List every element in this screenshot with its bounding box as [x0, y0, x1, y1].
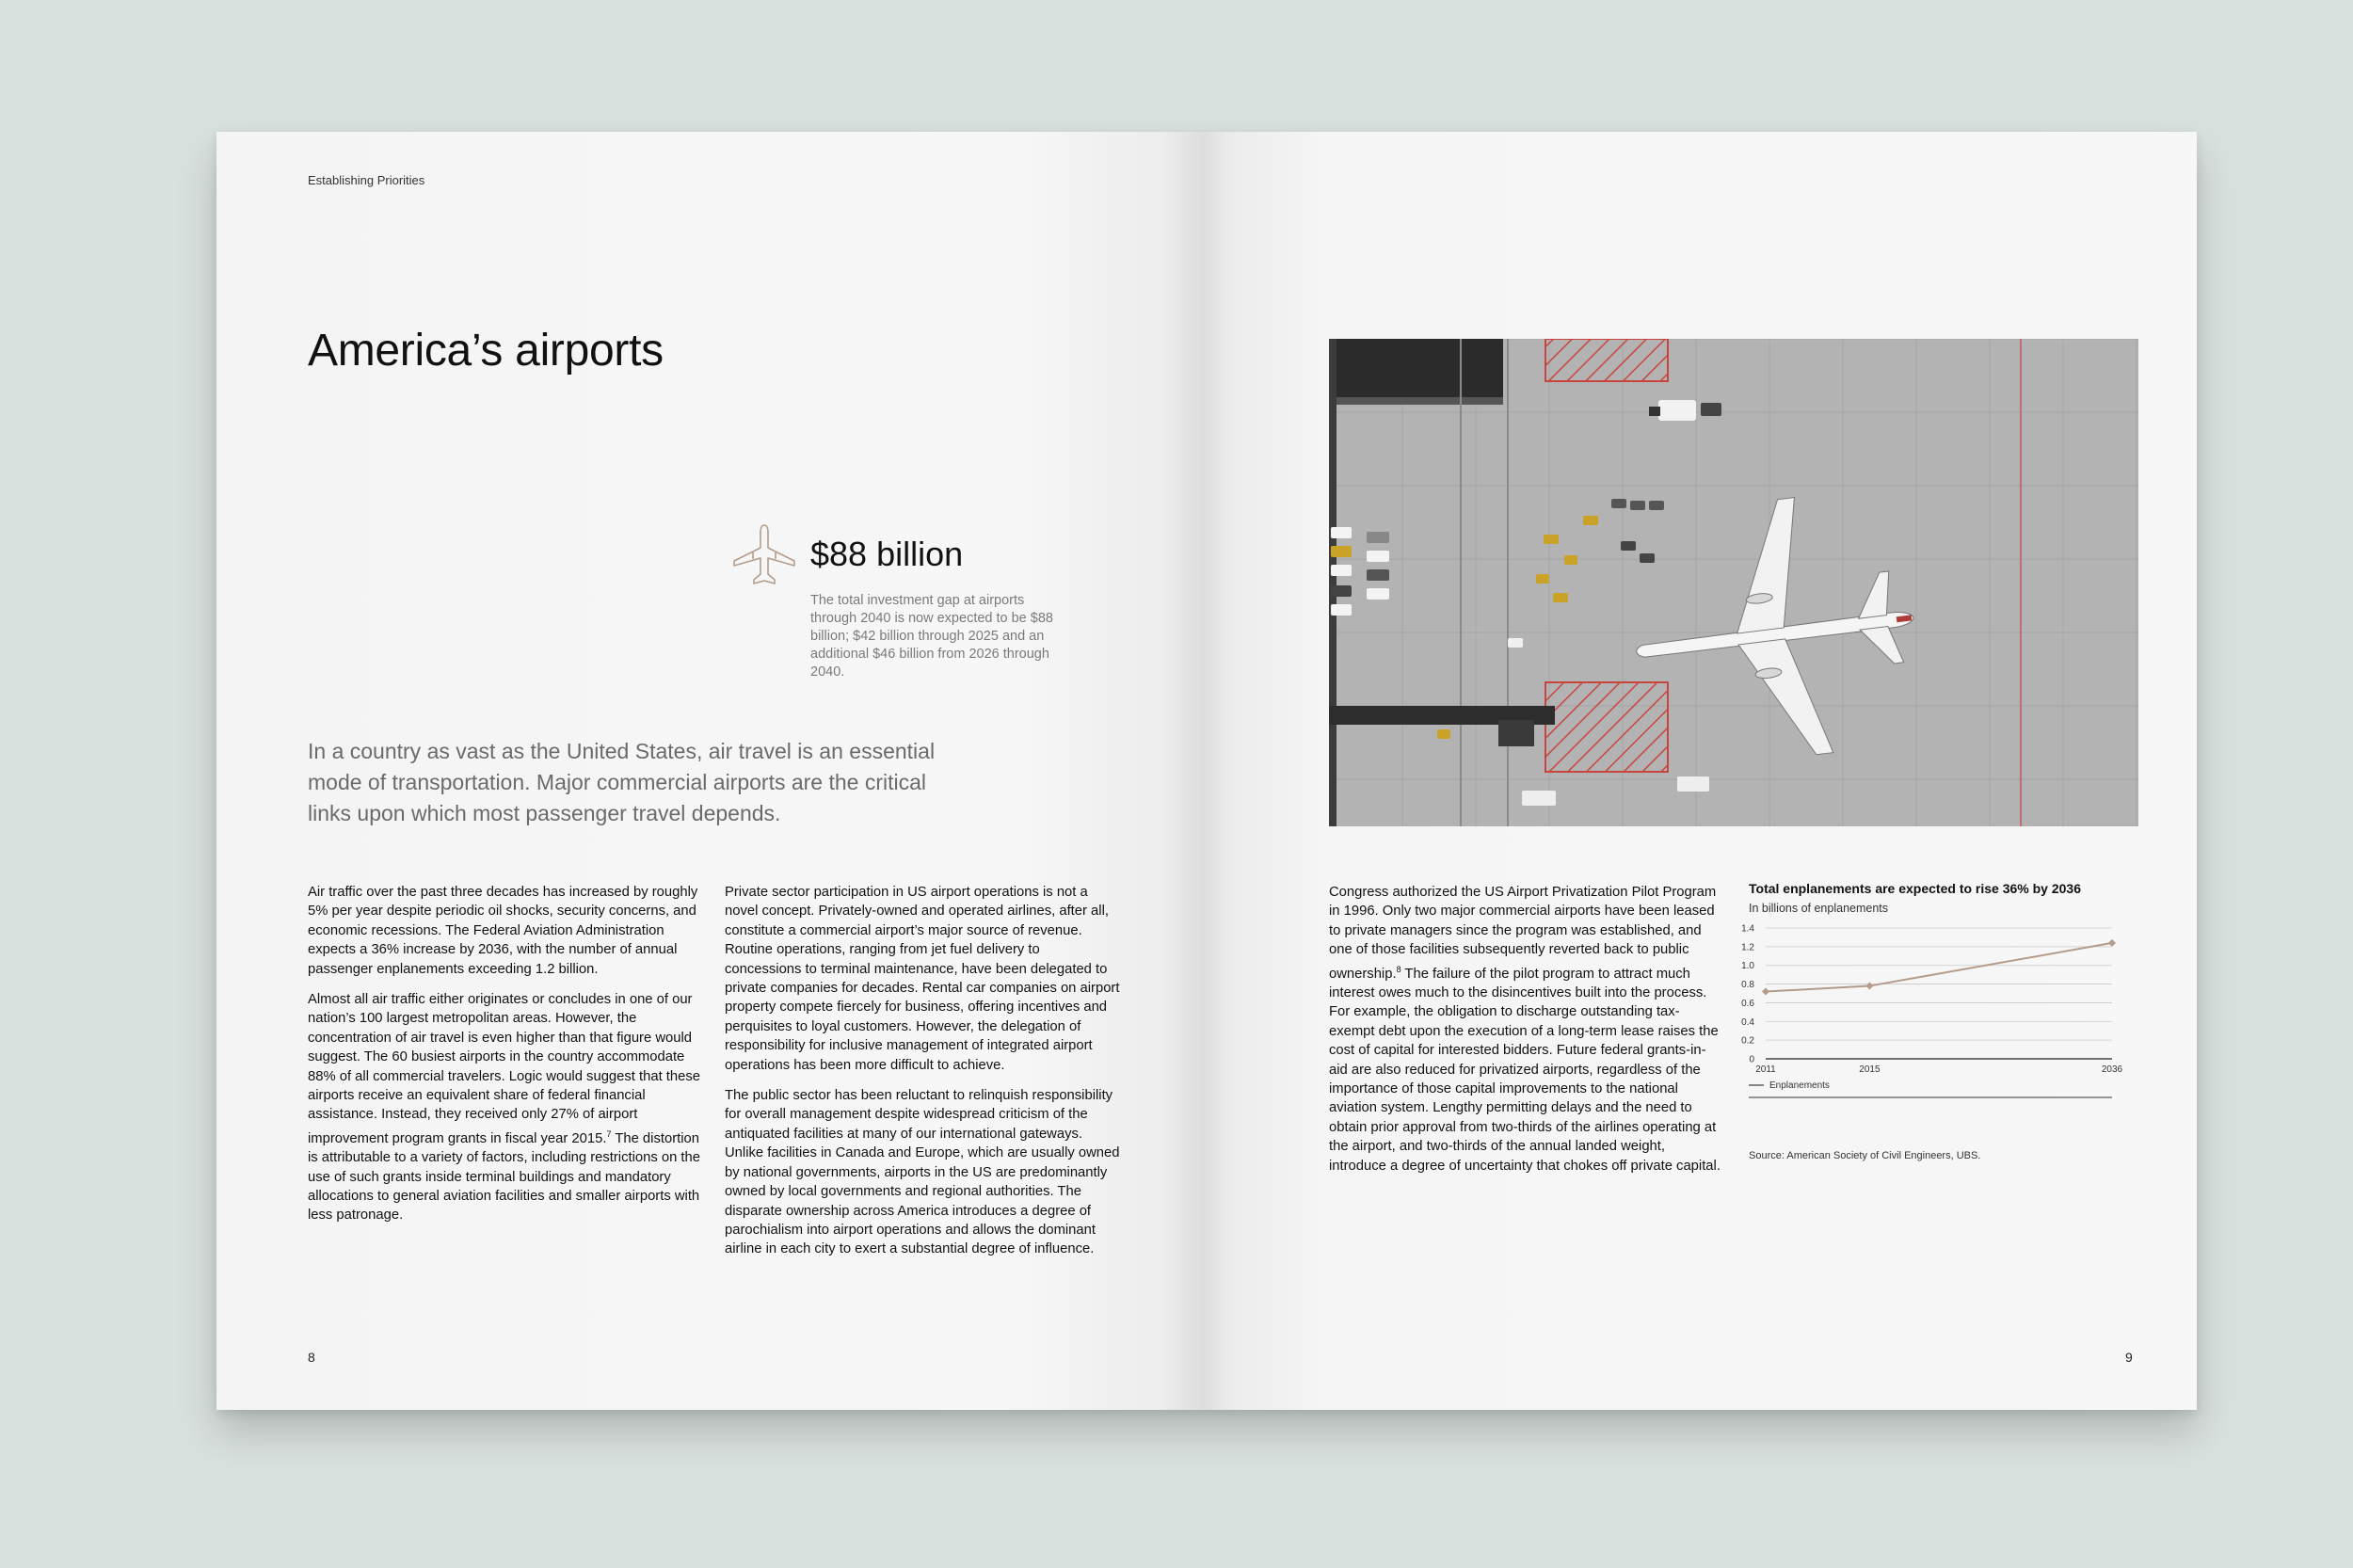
y-tick-label: 0 — [1749, 1054, 1754, 1065]
paragraph: Air traffic over the past three decades has increased by roughly 5% per year despite periodic oil shocks, security concerns, and economic recessions. The Federal Aviation Administration expects a 36% increase by 2036, with the number of annual passenger enplanements exceeding 1.2 billion. — [308, 885, 698, 977]
y-tick-label: 1.0 — [1741, 961, 1754, 972]
aerial-airport-apron-photo — [1329, 339, 2138, 826]
text-column-3 — [1329, 883, 1722, 1187]
chart-title: Total enplanements are expected to rise 36% by 2036 — [1749, 881, 2082, 896]
chart-subtitle: In billions of enplanements — [1749, 902, 1889, 915]
y-tick-label: 0.4 — [1741, 1016, 1754, 1028]
footnote-marker: 8 — [1396, 964, 1401, 974]
right-page — [1201, 132, 2197, 1410]
y-tick-label: 0.2 — [1741, 1035, 1754, 1047]
page-number: 9 — [2125, 1350, 2133, 1365]
lead-paragraph: In a country as vast as the United States, air travel is an essential mode of transportation. Major commercial airports are the critical links upon which most passenger travel depends. — [308, 739, 936, 825]
legend-label: Enplanements — [1769, 1080, 1830, 1091]
x-tick-label: 2011 — [1755, 1064, 1776, 1075]
x-tick-label: 2036 — [2101, 1064, 2123, 1075]
running-head: Establishing Priorities — [308, 173, 425, 187]
stat-description: The total investment gap at airports through 2040 is now expected to be $88 billion; $42 billion through 2025 and an additional $46 billion from 2026 through 2040. — [810, 593, 1053, 680]
chart-source: Source: American Society of Civil Engineers, UBS. — [1749, 1150, 1981, 1161]
airplane-icon — [730, 521, 798, 589]
paragraph: Private sector participation in US airport operations is not a novel concept. Privately-owned and operated airlines, after all, constitute a commercial airport’s major source of revenue. Routine operations, ranging from jet fuel delivery to concessions to terminal maintenance, have been delegated to private companies for decades. Rental car companies on airport property compete fiercely for business, offering incentives and perquisites to loyal customers. However, the delegation of responsibility for inclusive management of integrated airport operations has been more difficult to achieve. — [725, 885, 1120, 1073]
y-tick-label: 0.6 — [1741, 998, 1754, 1009]
data-point — [1865, 983, 1873, 990]
footnote-marker: 7 — [606, 1128, 612, 1139]
magazine-spread — [216, 132, 2197, 1410]
x-tick-label: 2015 — [1859, 1064, 1881, 1075]
data-point — [1762, 988, 1769, 996]
page-number: 8 — [308, 1350, 315, 1365]
paragraph: The public sector has been reluctant to relinquish responsibility for overall management despite widespread criticism of the antiquated facilities at many of our international gateways. Unlike facilities in Canada and Europe, which are usually owned by national governments, airports in the US are predominantly owned by local governments and regional authorities. The disparate ownership across America introduces a degree of parochialism into airport operations and allows the dominant airline in each city to exert a substantial degree of influence. — [725, 1088, 1120, 1257]
text-column-1 — [308, 883, 701, 1237]
left-page — [216, 132, 1201, 1410]
enplanements-chart — [1728, 920, 2123, 1099]
page-title: America’s airports — [308, 326, 664, 376]
stat-value: $88 billion — [810, 535, 964, 573]
data-point — [2108, 939, 2116, 947]
y-tick-label: 1.2 — [1741, 942, 1754, 953]
text-column-2 — [725, 883, 1120, 1271]
paragraph: Congress authorized the US Airport Privatization Pilot Program in 1996. Only two major commercial airports have been leased to private managers since the program was established, and one of those facilities subsequently reverted back to public ownership.$^8$ The failure of the pilot program to attract much interest owes much to the disincentives built into the process. For example, the obligation to discharge outstanding tax-exempt debt upon the execution of a long-term lease raises the cost of capital for interested bidders. Future federal grants-in-aid are also reduced for privatized airports, regardless of the importance of those capital improvements to the national aviation system. Lengthy permitting delays and the need to obtain prior approval from two-thirds of the airlines operating at the airport, and two-thirds of the annual landed weight, introduce a degree of uncertainty that chokes off private capital. — [1329, 885, 1721, 1174]
paragraph: Almost all air traffic either originates or concludes in one of our nation’s 100 largest metropolitan areas. However, the concentration of air travel is even higher than that figure would suggest. The 60 busiest airports in the country accommodate 88% of all commercial travelers. Logic would suggest that these airports receive an equivalent share of federal financial assistance. Instead, they received only 27% of airport improvement program grants in fiscal year 2015.$^7$ The distortion is attributable to a variety of factors, including restrictions on the use of such grants inside terminal buildings and mandatory allocations to general aviation facilities and smaller airports with less patronage. — [308, 992, 700, 1224]
y-tick-label: 0.8 — [1741, 980, 1754, 991]
y-tick-label: 1.4 — [1741, 923, 1754, 935]
